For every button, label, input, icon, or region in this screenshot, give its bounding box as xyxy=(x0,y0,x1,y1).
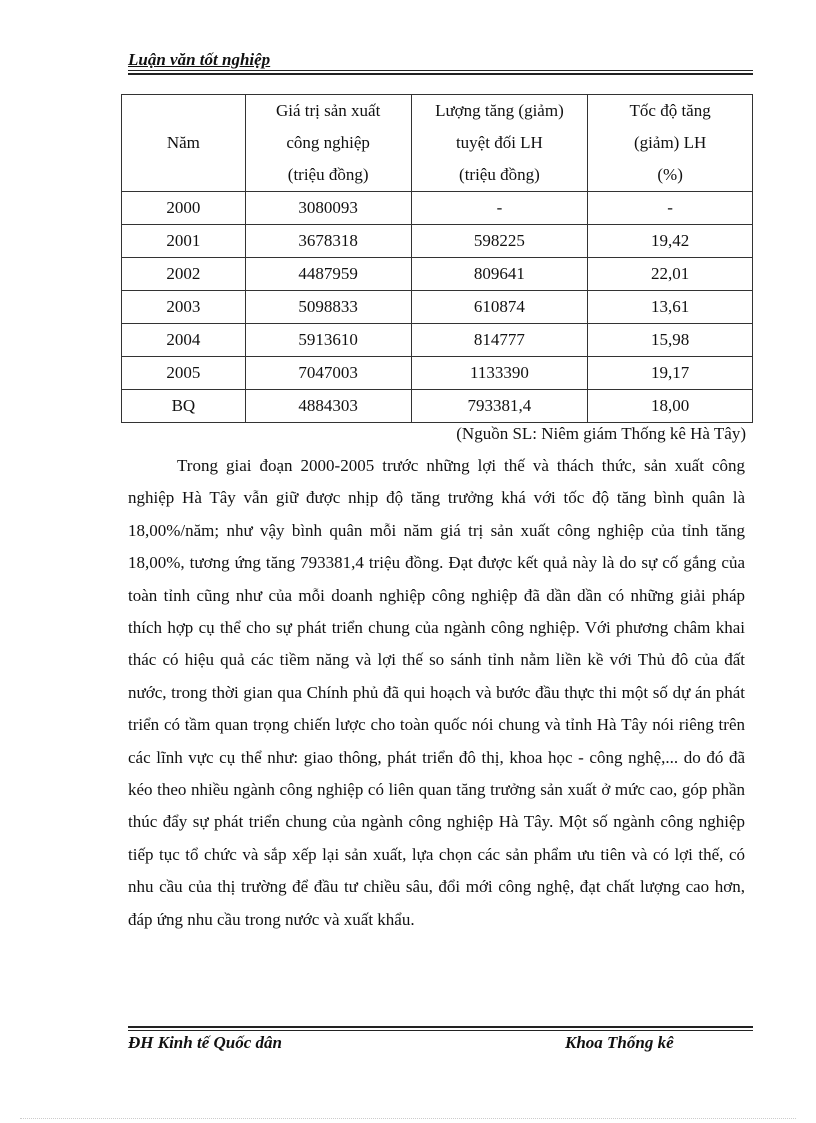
cell-absolute-change: 598225 xyxy=(411,225,588,258)
cell-output: 5913610 xyxy=(245,324,411,357)
table-row xyxy=(122,324,753,357)
header-growth-rate xyxy=(588,95,753,192)
cell-output: 3678318 xyxy=(245,225,411,258)
table-source-note: (Nguồn SL: Niêm giám Thống kê Hà Tây) xyxy=(456,424,746,443)
page-header-title: Luận văn tốt nghiệp xyxy=(128,50,271,69)
header-line: (triệu đồng) xyxy=(459,165,540,184)
header-rule-thick xyxy=(128,73,753,75)
cell-growth-rate: 13,61 xyxy=(588,291,753,324)
cell-year: 2004 xyxy=(122,324,246,357)
cell-absolute-change: 814777 xyxy=(411,324,588,357)
header-year-line: Năm xyxy=(166,133,200,152)
cell-year: 2001 xyxy=(122,225,246,258)
table-row xyxy=(122,291,753,324)
header-year xyxy=(122,95,246,192)
table-row xyxy=(122,258,753,291)
cell-output: 3080093 xyxy=(245,192,411,225)
table-row xyxy=(122,225,753,258)
header-line: Giá trị sản xuất xyxy=(275,101,381,120)
footer-faculty: Khoa Thống kê xyxy=(565,1033,674,1052)
footer-rule-thin xyxy=(128,1030,753,1031)
header-absolute-change xyxy=(411,95,588,192)
table-row-average xyxy=(122,390,753,423)
cell-output: 4884303 xyxy=(245,390,411,423)
header-line: (giảm) LH xyxy=(634,133,707,152)
cell-absolute-change: 793381,4 xyxy=(411,390,588,423)
cell-absolute-change: 809641 xyxy=(411,258,588,291)
cell-output: 7047003 xyxy=(245,357,411,390)
cell-output: 5098833 xyxy=(245,291,411,324)
cell-growth-rate: 19,17 xyxy=(588,357,753,390)
footer-university: ĐH Kinh tế Quốc dân xyxy=(128,1033,282,1052)
footer-rule-thick xyxy=(128,1026,753,1028)
cell-year: 2005 xyxy=(122,357,246,390)
table-row xyxy=(122,357,753,390)
cell-absolute-change: 1133390 xyxy=(411,357,588,390)
table-header-row xyxy=(122,95,753,192)
table-row xyxy=(122,192,753,225)
cell-year: BQ xyxy=(122,390,246,423)
header-line: tuyệt đối LH xyxy=(455,133,543,152)
cell-absolute-change: 610874 xyxy=(411,291,588,324)
header-line: Lượng tăng (giảm) xyxy=(435,101,564,120)
header-line: (triệu đồng) xyxy=(287,165,369,184)
cell-growth-rate: - xyxy=(588,192,753,225)
cell-output: 4487959 xyxy=(245,258,411,291)
cell-growth-rate: 22,01 xyxy=(588,258,753,291)
header-line: Tốc độ tăng xyxy=(629,101,711,120)
industry-output-table xyxy=(121,94,753,423)
cell-growth-rate: 18,00 xyxy=(588,390,753,423)
cell-growth-rate: 19,42 xyxy=(588,225,753,258)
cell-year: 2003 xyxy=(122,291,246,324)
cell-year: 2002 xyxy=(122,258,246,291)
header-line: (%) xyxy=(657,165,683,184)
header-output-value xyxy=(245,95,411,192)
body-paragraph: Trong giai đoạn 2000-2005 trước những lợi thế và thách thức, sản xuất công nghiệp Hà Tây vẫn giữ được nhịp độ tăng trưởng khá với tốc độ tăng bình quân là 18,00%/năm; như vậy bình quân mỗi năm giá trị sản xuất công nghiệp của tỉnh tăng 18,00%, tương ứng tăng 793381,4 triệu đồng. Đạt được kết quả này là do sự cố gắng của toàn tỉnh cũng như của mỗi doanh nghiệp công nghiệp đã dần dần có những giải pháp thích hợp cụ thể cho sự phát triển chung của ngành công nghiệp. Với phương châm khai thác có hiệu quả các tiềm năng và lợi thế so sánh tỉnh nằm liền kề với Thủ đô của đất nước, trong thời gian qua Chính phủ đã qui hoạch và bước đầu thực thi một số dự án phát triển có tầm quan trọng chiến lược cho toàn quốc nói chung và tỉnh Hà Tây nói riêng trên các lĩnh vực cụ thể như: giao thông, phát triển đô thị, khoa học - công nghệ,... do đó đã kéo theo nhiều ngành công nghiệp có liên quan tăng trưởng sản xuất ở mức cao, góp phần thúc đẩy sự phát triển chung của ngành công nghiệp Hà Tây. Một số ngành công nghiệp tiếp tục tổ chức và sắp xếp lại sản xuất, lựa chọn các sản phẩm ưu tiên và có lợi thế, có nhu cầu của thị trường để đầu tư chiều sâu, đổi mới công nghệ, đạt chất lượng cao hơn, đáp ứng nhu cầu trong nước và xuất khẩu. xyxy=(128,456,745,929)
header-rule-thin xyxy=(128,70,753,71)
cell-year: 2000 xyxy=(122,192,246,225)
cell-absolute-change: - xyxy=(411,192,588,225)
page-bottom-divider xyxy=(20,1118,796,1119)
header-line: công nghiệp xyxy=(286,133,370,152)
cell-growth-rate: 15,98 xyxy=(588,324,753,357)
